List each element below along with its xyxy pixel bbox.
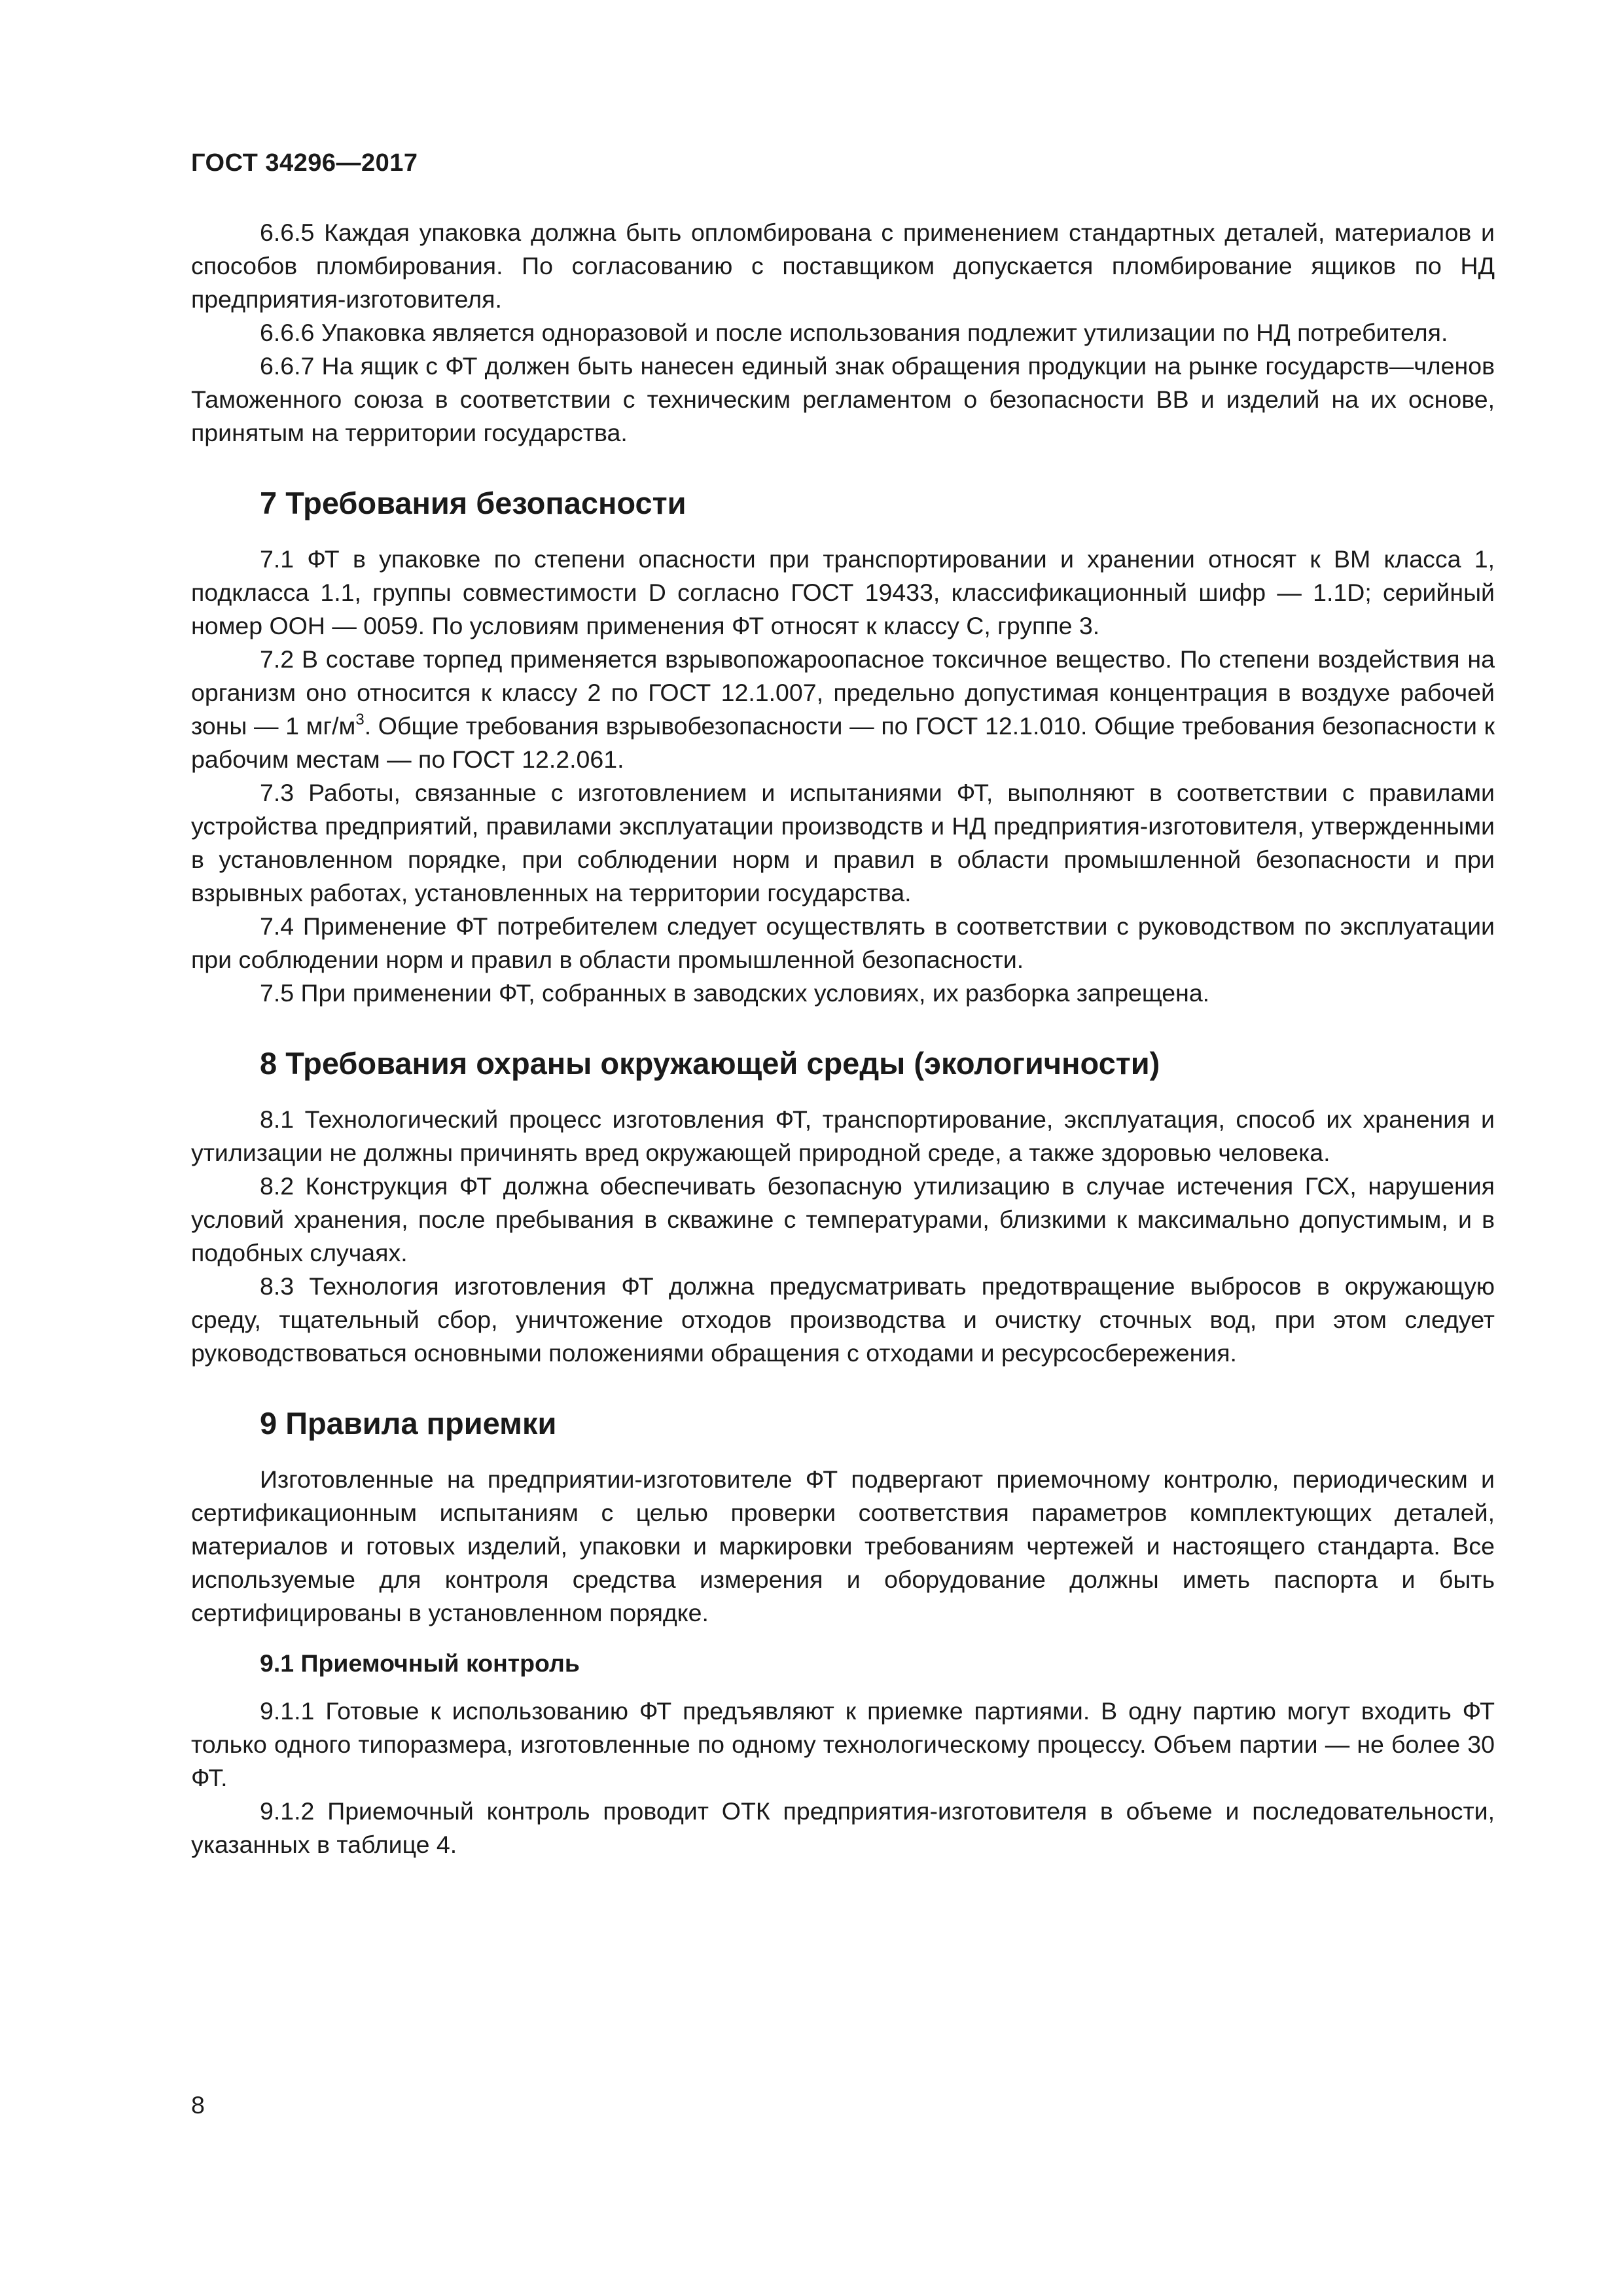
paragraph-7-5: 7.5 При применении ФТ, собранных в заводских условиях, их разборка запрещена. — [260, 979, 1210, 1007]
paragraph-6-6-5: 6.6.5 Каждая упаковка должна быть опломбирована с применением стандартных деталей, материалов и способов пломбирования. По согласованию с поставщиком допускается пломбирование ящиков по НД предприятия-изготовителя. — [191, 219, 1495, 313]
paragraph-9-intro: Изготовленные на предприятии-изготовителе ФТ подвергают приемочному контролю, периодическим и сертификационным испытаниям с целью проверки соответствия параметров комплектующих деталей, материалов и готовых изделий, упаковки и маркировки требованиям чертежей и настоящего стандарта. Все используемые для контроля средства измерения и оборудование должны иметь паспорта и быть сертифицированы в установленном порядке. — [191, 1465, 1495, 1626]
paragraph-9-1-1: 9.1.1 Готовые к использованию ФТ предъявляют к приемке партиями. В одну партию могут входить ФТ только одного типоразмера, изготовленные по одному технологическому процессу. Объем партии — не более 30 ФТ. — [191, 1697, 1495, 1791]
paragraph-7-2 — [191, 643, 1495, 776]
subsection-9-1-heading: 9.1 Приемочный контроль — [260, 1649, 580, 1677]
paragraph-8-3: 8.3 Технология изготовления ФТ должна предусматривать предотвращение выбросов в окружающую среду, тщательный сбор, уничтожение отходов производства и очистку сточных вод, при этом следует руководствоваться основными положениями обращения с отходами и ресурсосбережения. — [191, 1272, 1495, 1367]
superscript-cubic: 3 — [355, 711, 365, 728]
document-code-header: ГОСТ 34296—2017 — [191, 149, 418, 177]
paragraph-7-3: 7.3 Работы, связанные с изготовлением и испытаниями ФТ, выполняют в соответствии с правилами устройства предприятий, правилами эксплуатации производств и НД предприятия-изготовителя, утвержденными в установленном порядке, при соблюдении норм и правил в области промышленной безопасности и при взрывных работах, установленных на территории государства. — [191, 779, 1495, 906]
paragraph-7-2-part-a: 7.2 В составе торпед применяется взрывопожароопасное токсичное вещество. По степени воздействия на организм оно относится к классу 2 по ГОСТ 12.1.007, предельно допустимая концентрация в воздухе рабочей зоны — 1 мг/м — [191, 645, 1495, 740]
paragraph-8-2: 8.2 Конструкция ФТ должна обеспечивать безопасную утилизацию в случае истечения ГСХ, нарушения условий хранения, после пребывания в скважине с температурами, близкими к максимально допустимым, и в подобных случаях. — [191, 1172, 1495, 1266]
paragraph-8-1: 8.1 Технологический процесс изготовления ФТ, транспортирование, эксплуатация, способ их хранения и утилизации не должны причинять вред окружающей природной среде, а также здоровью человека. — [191, 1105, 1495, 1166]
page-number: 8 — [191, 2091, 205, 2119]
section-9-heading: 9 Правила приемки — [260, 1406, 557, 1441]
paragraph-6-6-7: 6.6.7 На ящик с ФТ должен быть нанесен единый знак обращения продукции на рынке государств—членов Таможенного союза в соответствии с техническим регламентом о безопасности ВВ и изделий на их основе, принятым на территории государства. — [191, 352, 1495, 446]
section-8-heading: 8 Требования охраны окружающей среды (экологичности) — [260, 1046, 1160, 1081]
paragraph-7-4: 7.4 Применение ФТ потребителем следует осуществлять в соответствии с руководством по эксплуатации при соблюдении норм и правил в области промышленной безопасности. — [191, 912, 1495, 973]
page-content — [191, 216, 1495, 1861]
section-7-heading: 7 Требования безопасности — [260, 486, 687, 520]
paragraph-7-1: 7.1 ФТ в упаковке по степени опасности при транспортировании и хранении относят к ВМ класса 1, подкласса 1.1, группы совместимости D согласно ГОСТ 19433, классификационный шифр — 1.1D; серийный номер ООН — 0059. По условиям применения ФТ относят к классу С, группе 3. — [191, 545, 1495, 639]
paragraph-6-6-6: 6.6.6 Упаковка является одноразовой и после использования подлежит утилизации по НД потребителя. — [260, 319, 1448, 346]
paragraph-9-1-2: 9.1.2 Приемочный контроль проводит ОТК предприятия-изготовителя в объеме и последовательности, указанных в таблице 4. — [191, 1797, 1495, 1858]
paragraph-7-2-part-b: . Общие требования взрывобезопасности — по ГОСТ 12.1.010. Общие требования безопасности к рабочим местам — по ГОСТ 12.2.061. — [191, 712, 1495, 773]
